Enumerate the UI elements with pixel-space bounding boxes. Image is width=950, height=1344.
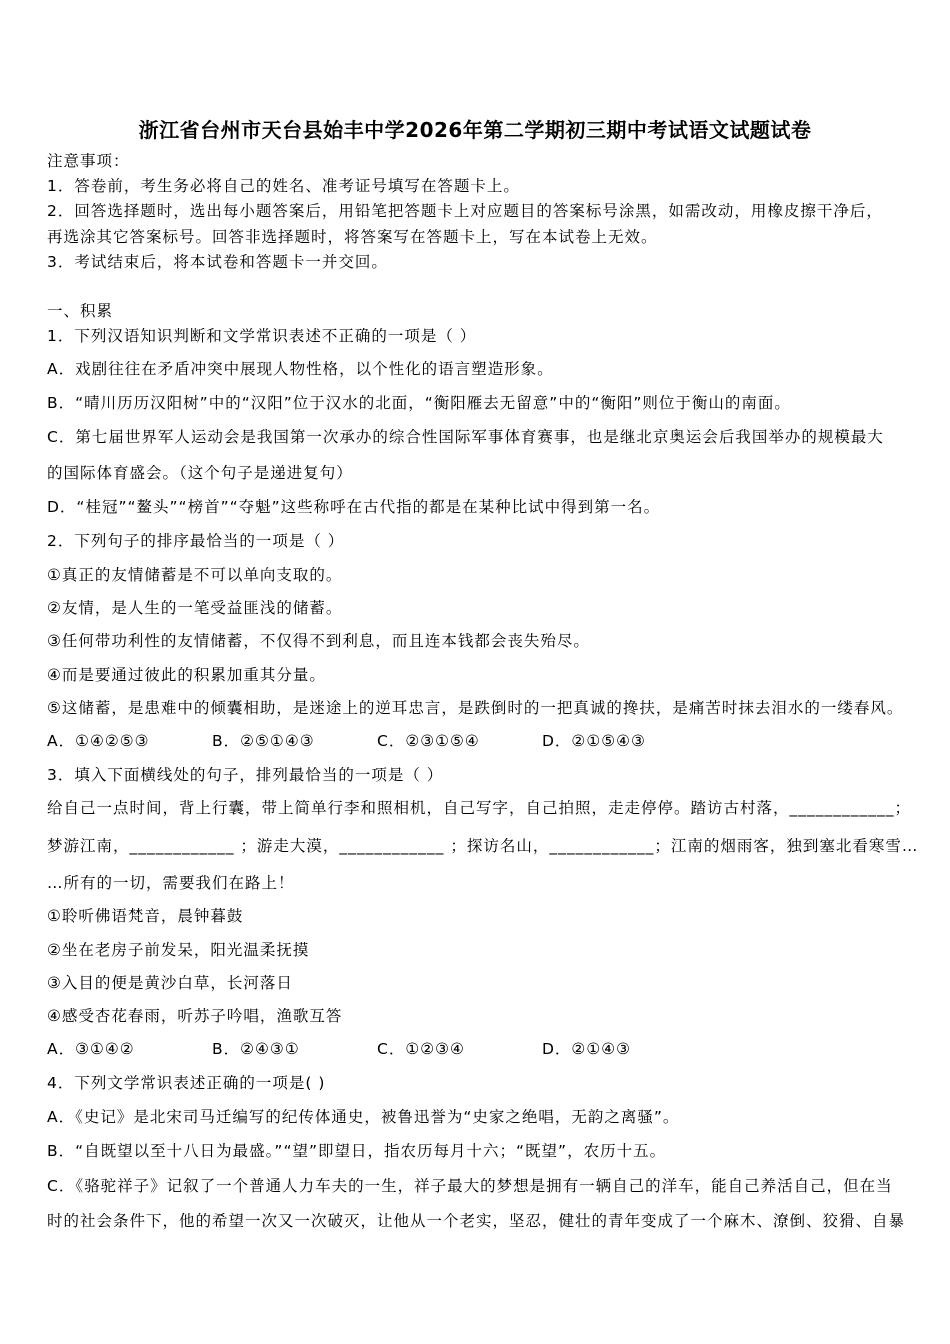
question-line: D．“桂冠”“鳌头”“榜首”“夺魁”这些称呼在古代指的都是在某种比试中得到第一名。 [47, 498, 661, 516]
notice-item: 再选涂其它答案标号。回答非选择题时，将答案写在答题卡上，写在本试卷上无效。 [47, 228, 658, 246]
question-line: ⑤这储蓄，是患难中的倾囊相助，是迷途上的逆耳忠言，是跌倒时的一把真诚的搀扶，是痛苦时抹去泪水的一缕春风。 [47, 699, 904, 717]
question-line: 给自己一点时间，背上行囊，带上简单行李和照相机，自己写字，自己拍照，走走停停。踏访古村落，____________； [47, 799, 912, 817]
question-line: ①真正的友情储蓄是不可以单向支取的。 [47, 566, 343, 584]
notice-item: 3．考试结束后，将本试卷和答题卡一并交回。 [47, 253, 388, 271]
question-stem: 2．下列句子的排序最恰当的一项是（ ） [47, 532, 345, 550]
page-title: 浙江省台州市天台县始丰中学2026年第二学期初三期中考试语文试题试卷 [138, 118, 812, 142]
question-line: ④感受杏花春雨，听苏子吟唱，渔歌互答 [47, 1007, 343, 1025]
answer-option: C．①②③④ [377, 1040, 465, 1058]
question-line: ①聆听佛语梵音，晨钟暮鼓 [47, 907, 244, 925]
question-line: C．《骆驼祥子》记叙了一个普通人力车夫的一生，祥子最大的梦想是拥有一辆自己的洋车，能自己养活自己，但在当 [47, 1177, 893, 1195]
notice-item: 2．回答选择题时，选出每小题答案后，用铅笔把答题卡上对应题目的答案标号涂黑，如需改动，用橡皮擦干净后， [47, 202, 883, 220]
question-line: ③任何带功利性的友情储蓄，不仅得不到利息，而且连本钱都会丧失殆尽。 [47, 632, 590, 650]
question-line: C．第七届世界军人运动会是我国第一次承办的综合性国际军事体育赛事，也是继北京奥运会后我国举办的规模最大 [47, 428, 884, 446]
question-line: 梦游江南，____________ ；游走大漠，____________ ；探访名山，____________；江南的烟雨客，独到塞北看寒雪… [47, 837, 919, 855]
answer-option: A．③①④② [47, 1040, 135, 1058]
section-heading: 一、积累 [47, 302, 114, 320]
question-line: ②友情，是人生的一笔受益匪浅的储蓄。 [47, 599, 343, 617]
question-line: 时的社会条件下，他的希望一次又一次破灭，让他从一个老实，坚忍，健壮的青年变成了一个麻木、潦倒、狡猾、自暴 [47, 1212, 906, 1230]
question-line: ③入目的便是黄沙白草，长河落日 [47, 974, 293, 992]
answer-option: D．②①⑤④③ [542, 732, 646, 750]
question-stem: 1．下列汉语知识判断和文学常识表述不正确的一项是（ ） [47, 327, 477, 345]
question-stem: 4．下列文学常识表述正确的一项是( ) [47, 1074, 326, 1092]
question-stem: 3．填入下面横线处的句子，排列最恰当的一项是（ ） [47, 766, 444, 784]
notice-item: 1．答卷前，考生务必将自己的姓名、准考证号填写在答题卡上。 [47, 177, 520, 195]
question-line: B．“自既望以至十八日为最盛。”“望”即望日，指农历每月十六；“既望”，农历十五。 [47, 1142, 667, 1160]
question-line: 的国际体育盛会。（这个句子是递进复句） [47, 464, 353, 482]
answer-option: D．②①④③ [542, 1040, 632, 1058]
answer-option: A．①④②⑤③ [47, 732, 150, 750]
question-line: ②坐在老房子前发呆，阳光温柔抚摸 [47, 941, 310, 959]
answer-option: C．②③①⑤④ [377, 732, 480, 750]
question-line: B．“晴川历历汉阳树”中的“汉阳”位于汉水的北面，“衡阳雁去无留意”中的“衡阳”则位于衡山的南面。 [47, 394, 791, 412]
question-line: A．戏剧往往在矛盾冲突中展现人物性格，以个性化的语言塑造形象。 [47, 360, 554, 378]
notice-heading: 注意事项： [47, 152, 130, 170]
question-line: …所有的一切，需要我们在路上！ [47, 874, 295, 892]
question-line: A．《史记》是北宋司马迁编写的纪传体通史，被鲁迅誉为“史家之绝唱，无韵之离骚”。 [47, 1108, 680, 1126]
answer-option: B．②⑤①④③ [212, 732, 315, 750]
answer-option: B．②④③① [212, 1040, 300, 1058]
question-line: ④而是要通过彼此的积累加重其分量。 [47, 666, 326, 684]
